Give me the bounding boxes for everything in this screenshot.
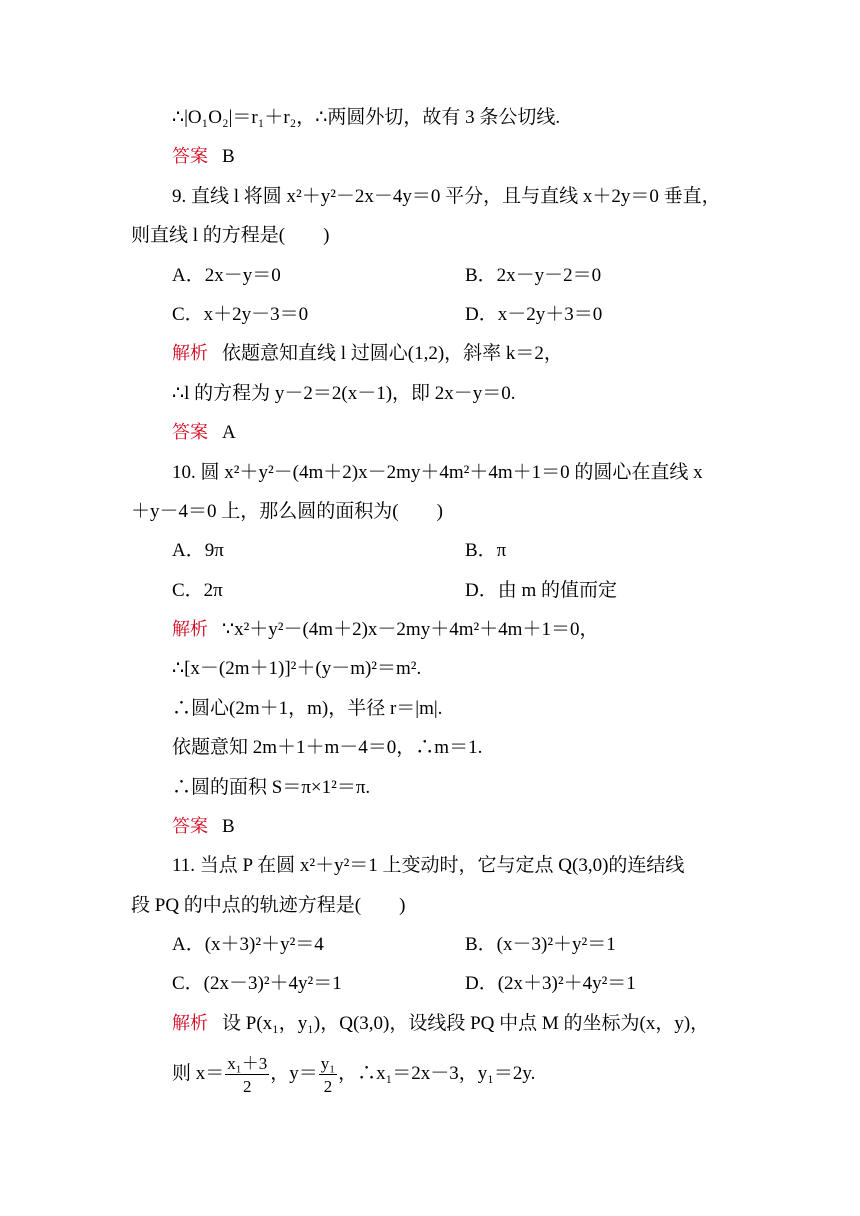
solution-label: 解析 (172, 1013, 208, 1034)
option-a: A．(x＋3)²＋y²＝4 (172, 934, 324, 955)
option-d: D．x－2y＋3＝0 (465, 304, 603, 325)
option-a: A．9π (172, 540, 224, 561)
answer-value: B (222, 146, 235, 167)
solution-line: 解析 ∵x²＋y²－(4m＋2)x－2my＋4m²＋4m＋1＝0， (172, 619, 599, 640)
question-10-line-1: 10. 圆 x²＋y²－(4m＋2)x－2my＋4m²＋4m＋1＝0 的圆心在直线 x (172, 462, 703, 483)
solution-line: ∴l 的方程为 y－2＝2(x－1)，即 2x－y＝0. (172, 383, 516, 404)
solution-line: ∴|O₁O₂|＝r₁＋r₂，∴两圆外切，故有 3 条公切线. (172, 107, 561, 128)
answer-line (172, 815, 235, 839)
answer-label: 答案 (172, 816, 208, 837)
option-c: C．(2x－3)²＋4y²＝1 (172, 973, 342, 994)
solution-line: 解析 设 P(x₁，y₁)，Q(3,0)，设线段 PQ 中点 M 的坐标为(x，y)， (172, 1013, 710, 1034)
question-9-line-1: 9. 直线 l 将圆 x²＋y²－2x－4y＝0 平分，且与直线 x＋2y＝0 垂直， (172, 186, 721, 207)
solution-line: ∴圆心(2m＋1，m)，半径 r＝|m|. (172, 698, 443, 719)
solution-label: 解析 (172, 343, 208, 364)
solution-line: 依题意知 2m＋1＋m－4＝0，∴m＝1. (172, 737, 483, 758)
question-11-line-1: 11. 当点 P 在圆 x²＋y²＝1 上变动时，它与定点 Q(3,0)的连结线 (172, 855, 685, 876)
option-b: B．2x－y－2＝0 (465, 265, 602, 286)
answer-label: 答案 (172, 422, 208, 443)
option-b: B．(x－3)²＋y²＝1 (465, 934, 616, 955)
fraction: $\frac{\text{y₁}}{2}$ (320, 1053, 336, 1096)
fraction: $\frac{\text{x₁＋3}}{2}$ (227, 1053, 268, 1096)
option-c: C．2π (172, 580, 223, 601)
option-d: D．由 m 的值而定 (465, 580, 618, 601)
answer-label: 答案 (172, 146, 208, 167)
answer-value: B (222, 816, 235, 837)
question-10-line-2: ＋y－4＝0 上，那么圆的面积为( ) (131, 501, 443, 522)
answer-line (172, 421, 236, 445)
solution-line: ∴[x－(2m＋1)]²＋(y－m)²＝m². (172, 658, 422, 679)
solution-label: 解析 (172, 619, 208, 640)
option-b: B．π (465, 540, 507, 561)
question-11-line-2: 段 PQ 的中点的轨迹方程是( ) (131, 895, 406, 916)
solution-line: ∴圆的面积 S＝π×1²＝π. (172, 777, 371, 798)
solution-line: 解析 依题意知直线 l 过圆心(1,2)，斜率 k＝2， (172, 343, 563, 364)
option-d: D．(2x＋3)²＋4y²＝1 (465, 973, 636, 994)
solution-line-fractions: 则 x＝ $\frac{\text{x₁＋3}}{2}$ ，y＝ $\frac{\text{y₁}}{2}$ ，∴x₁＝2x－3，y₁＝2y. (172, 1053, 536, 1096)
question-9-line-2: 则直线 l 的方程是( ) (131, 225, 330, 246)
option-a: A．2x－y＝0 (172, 265, 281, 286)
answer-value: A (222, 422, 236, 443)
option-c: C．x＋2y－3＝0 (172, 304, 309, 325)
answer-line (172, 145, 235, 169)
